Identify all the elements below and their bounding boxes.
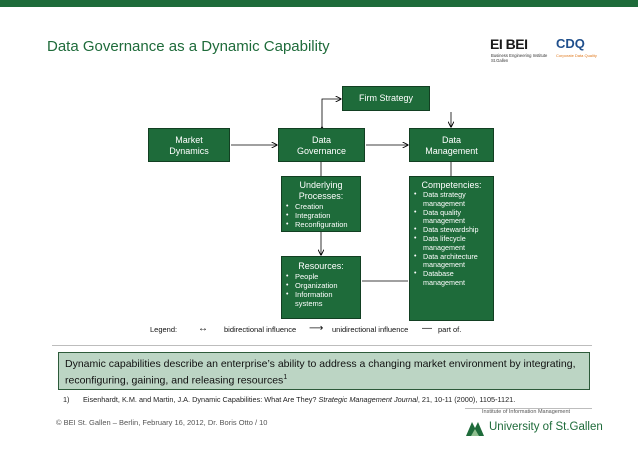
cdq-logo-mark: CDQ bbox=[556, 36, 585, 51]
data-management-label-line1: Data bbox=[441, 135, 461, 145]
market-dynamics-label-line1: Market bbox=[175, 135, 203, 145]
competencies-title: Competencies: bbox=[421, 180, 482, 190]
processes-list bbox=[282, 202, 360, 229]
list-item: • Data lifecycle management bbox=[410, 235, 493, 253]
part-of-line-icon: — bbox=[422, 323, 432, 334]
legend-bidirectional: bidirectional influence bbox=[224, 325, 297, 334]
bidirectional-arrow-icon: ↔ bbox=[198, 323, 208, 334]
list-item: • Data architecture management bbox=[410, 253, 493, 271]
firm-governance-bidirectional bbox=[322, 99, 341, 127]
legend-part-of: part of. bbox=[438, 325, 462, 334]
processes-title-line2: Processes: bbox=[298, 191, 344, 201]
data-governance-box bbox=[278, 128, 365, 162]
firm-strategy-label: Firm Strategy bbox=[358, 93, 413, 103]
market-dynamics-label-line2: Dynamics bbox=[169, 146, 209, 156]
data-management-box bbox=[409, 128, 494, 162]
list-item: • Data quality management bbox=[410, 209, 493, 227]
definition-box bbox=[58, 352, 590, 390]
institute-name: Institute of Information Management bbox=[482, 409, 571, 415]
list-item: • Data strategy management bbox=[410, 191, 493, 209]
slide-title: Data Governance as a Dynamic Capability bbox=[47, 38, 330, 55]
market-dynamics-box bbox=[148, 128, 230, 162]
footer-text: © BEI St. Gallen – Berlin, February 16, 2012, Dr. Boris Otto / 10 bbox=[56, 418, 268, 427]
university-name: University of St.Gallen bbox=[489, 421, 603, 433]
firm-strategy-box bbox=[342, 86, 430, 111]
list-item: • Database management bbox=[410, 270, 493, 288]
cdq-logo-subtitle: Corporate Data Quality bbox=[556, 53, 597, 58]
competencies-list bbox=[410, 191, 493, 288]
list-item: • Organization bbox=[282, 281, 360, 290]
data-management-label-line2: Management bbox=[425, 146, 478, 156]
list-item: • Reconfiguration bbox=[282, 220, 360, 229]
list-item: • Information systems bbox=[282, 290, 360, 308]
bei-logo-mark: EI BEI bbox=[490, 36, 528, 52]
list-item: • Creation bbox=[282, 202, 360, 211]
list-item: • Integration bbox=[282, 211, 360, 220]
footnote bbox=[63, 395, 515, 404]
processes-title-line1: Underlying bbox=[299, 180, 343, 190]
list-item: • Data stewardship bbox=[410, 226, 493, 235]
resources-box bbox=[281, 256, 361, 319]
legend-unidirectional: unidirectional influence bbox=[332, 325, 409, 334]
underlying-processes-box bbox=[281, 176, 361, 232]
list-item: • People bbox=[282, 272, 360, 281]
data-governance-label-line1: Data bbox=[311, 135, 331, 145]
divider-top bbox=[52, 345, 592, 346]
data-governance-label-line2: Governance bbox=[296, 146, 347, 156]
definition-footnote-ref: 1 bbox=[283, 374, 288, 381]
competencies-box bbox=[409, 176, 494, 321]
definition-text: Dynamic capabilities describe an enterprise’s ability to address a changing market environment by integrating, reconfiguring, gaining, and releasing resources bbox=[65, 358, 576, 387]
unidirectional-arrow-icon: ⟶ bbox=[309, 323, 324, 334]
resources-list bbox=[282, 272, 360, 308]
footnote-number: 1) bbox=[63, 395, 70, 404]
legend bbox=[150, 325, 490, 339]
bei-logo-subtitle: Business Engineering Institute St.Gallen bbox=[491, 53, 548, 63]
university-crest-icon bbox=[464, 418, 486, 438]
footnote-authors: Eisenhardt, K.M. and Martin, J.A. Dynamic Capabilities: What Are They? bbox=[83, 395, 319, 404]
legend-label: Legend: bbox=[150, 325, 178, 334]
footnote-details: , 21, 10-11 (2000), 1105-1121. bbox=[417, 395, 516, 404]
footnote-journal: Strategic Management Journal bbox=[318, 395, 418, 404]
resources-title: Resources: bbox=[298, 261, 344, 271]
